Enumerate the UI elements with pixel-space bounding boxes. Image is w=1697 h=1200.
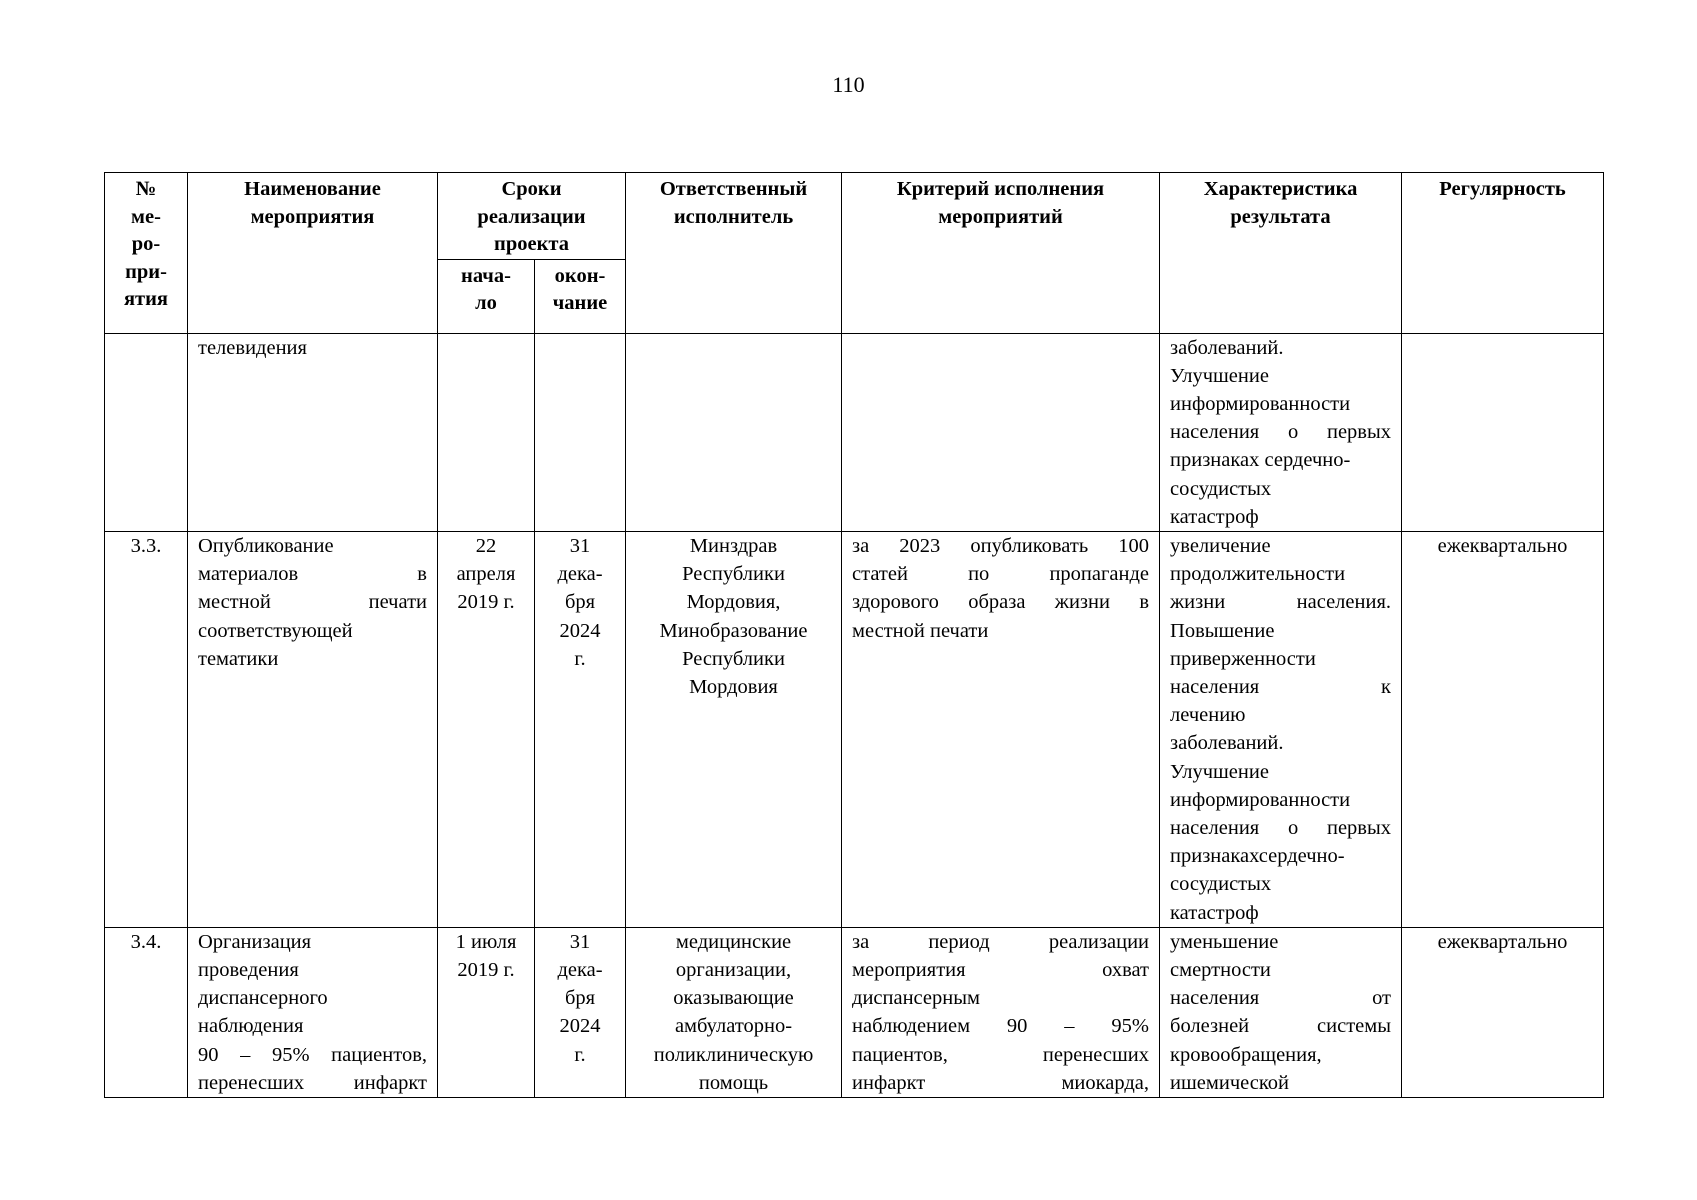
events-table [104,172,1604,1098]
row-responsible: Минздрав Республики Мордовия, Минобразование Республики Мордовия [626,531,842,927]
table-row [105,927,1604,1097]
row-start: 1 июля 2019 г. [438,927,535,1097]
row-end: 31 дека- бря 2024 г. [535,531,626,927]
row-result: увеличение продолжительности жизни населения. Повышение приверженности населения к лечению заболеваний. Улучшение информированности населения о первых признакахсердечно- сосудистых катастроф [1160,531,1402,927]
table-row [105,333,1604,531]
row-name: Опубликование материалов в местной печати соответствующей тематики [188,531,438,927]
header-regularity: Регулярность [1402,173,1604,334]
row-num [105,333,188,531]
row-start [438,333,535,531]
header-criterion: Критерий исполнения мероприятий [842,173,1160,334]
row-responsible: медицинские организации, оказывающие амбулаторно- поликлиническую помощь [626,927,842,1097]
header-name: Наименование мероприятия [188,173,438,334]
header-terms: Сроки реализации проекта [438,173,626,260]
row-regularity [1402,333,1604,531]
row-criterion: за 2023 опубликовать 100 статей по пропаганде здорового образа жизни в местной печати [842,531,1160,927]
row-criterion: за период реализации мероприятия охват диспансерным наблюдением 90 – 95% пациентов, перенесших инфаркт миокарда, [842,927,1160,1097]
row-result: заболеваний. Улучшение информированности населения о первых признаках сердечно- сосудистых катастроф [1160,333,1402,531]
page-number: 110 [832,72,865,97]
row-num: 3.3. [105,531,188,927]
row-criterion [842,333,1160,531]
row-num: 3.4. [105,927,188,1097]
header-start: нача- ло [438,259,535,333]
row-end: 31 дека- бря 2024 г. [535,927,626,1097]
row-name: Организация проведения диспансерного наблюдения 90 – 95% пациентов, перенесших инфаркт [188,927,438,1097]
row-start: 22 апреля 2019 г. [438,531,535,927]
row-regularity: ежеквартально [1402,927,1604,1097]
header-responsible: Ответственный исполнитель [626,173,842,334]
row-result: уменьшение смертности населения от болезней системы кровообращения, ишемической [1160,927,1402,1097]
header-num: № ме- ро- при- ятия [105,173,188,334]
table-row [105,531,1604,927]
row-name: телевидения [188,333,438,531]
row-end [535,333,626,531]
header-end: окон- чание [535,259,626,333]
row-responsible [626,333,842,531]
header-result: Характеристика результата [1160,173,1402,334]
row-regularity: ежеквартально [1402,531,1604,927]
